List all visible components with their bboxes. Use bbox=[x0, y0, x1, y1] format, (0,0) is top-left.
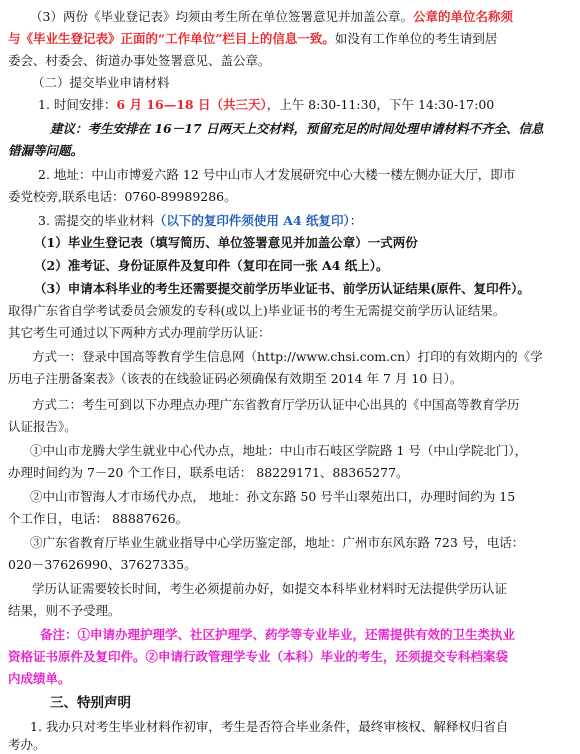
material-item-3: （3）申请本科毕业的考生还需要提交前学历毕业证书、前学历认证结果(原件、复印件）。 bbox=[34, 281, 530, 296]
remark-line-3: 内成绩单。 bbox=[8, 671, 71, 686]
advice-line-2: 错漏等问题。 bbox=[8, 143, 84, 158]
cert-note-line-1: 学历认证需要较长时间，考生必须提前办好，如提交本科毕业材料时无法提供学历认证 bbox=[32, 581, 508, 596]
office-3-line-1: ③广东省教育厅毕业生就业指导中心学历鉴定部，地址：广州市东风东路 723 号，电话： bbox=[30, 535, 525, 550]
way-one-line-1: 方式一：登录中国高等教育学生信息网（http://www.chsi.com.cn）打印的有效期内的《学 bbox=[32, 349, 543, 364]
office-2-line-1: ②中山市智海人才市场代办点， 地址：孙文东路 50 号半山翠苑出口，办理时间约为 15 bbox=[30, 489, 516, 504]
advice-line-1: 建议：考生安排在 16－17 日两天上交材料，预留充足的时间处理申请材料不齐全、信息 bbox=[50, 121, 544, 136]
address-line-1: 2. 地址：中山市博爱六路 12 号中山市人才发展研究中心大楼一楼左侧办证大厅，即市 bbox=[38, 167, 516, 182]
declaration-line-1: 1. 我办只对考生毕业材料作初审，考生是否符合毕业条件，最终审核权、解释权归省自 bbox=[30, 719, 509, 734]
cert-note-line-2: 结果，则不予受理。 bbox=[8, 603, 121, 618]
remark-line-2: 资格证书原件及复印件。②申请行政管理学专业（本科）毕业的考生，还须提交专科档案袋 bbox=[8, 649, 509, 664]
remark-line-1: 备注：①申请办理护理学、社区护理学、药学等专业毕业，还需提供有效的卫生类执业 bbox=[40, 627, 516, 642]
prev-cert-line-1: 取得广东省自学考试委员会颁发的专科(或以上)毕业证书的考生无需提交前学历认证结果。 bbox=[8, 303, 506, 318]
materials-heading: 3. 需提交的毕业材料（以下的复印件须使用 A4 纸复印）： bbox=[38, 213, 363, 228]
declaration-line-2: 考办。 bbox=[8, 737, 46, 752]
office-1-line-2: 办理时间约为 7－20 个工作日，联系电话： 88229171、88365277。 bbox=[8, 465, 409, 480]
office-2-line-2: 个工作日，电话： 88887626。 bbox=[8, 511, 189, 526]
para-seal-line-1: （3）两份《毕业登记表》均须由考生所在单位签署意见并加盖公章。公章的单位名称须 bbox=[30, 9, 513, 24]
section-two-heading: （二）提交毕业申请材料 bbox=[32, 75, 170, 90]
para-seal-line-3: 委会、村委会、街道办事处签署意见、盖公章。 bbox=[8, 53, 271, 68]
material-item-2: （2）准考证、身份证原件及复印件（复印在同一张 A4 纸上）。 bbox=[34, 258, 389, 273]
way-two-line-2: 认证报告》。 bbox=[8, 419, 77, 434]
way-two-line-1: 方式二：考生可到以下办理点办理广东省教育厅学历认证中心出具的《中国高等教育学历 bbox=[32, 397, 520, 412]
way-one-line-2: 历电子注册备案表》（该表的在线验证码必须确保有效期至 2014 年 7 月 10 日）。 bbox=[8, 371, 463, 386]
address-line-2: 委党校旁,联系电话：0760-89989286。 bbox=[8, 189, 237, 204]
section-three-heading: 三、特别声明 bbox=[50, 695, 131, 711]
para-seal-line-2: 与《毕业生登记表》正面的“工作单位”栏目上的信息一致。如没有工作单位的考生请到居 bbox=[8, 31, 498, 46]
office-1-line-1: ①中山市龙腾大学生就业中心代办点，地址：中山市石岐区学院路 1 号（中山学院北门）， bbox=[30, 443, 528, 458]
time-arrangement: 1. 时间安排：6 月 16—18 日（共三天），上午 8:30-11:30，下午 14:30-17:00 bbox=[38, 97, 495, 112]
prev-cert-line-2: 其它考生可通过以下两种方式办理前学历认证： bbox=[8, 325, 271, 340]
office-3-line-2: 020－37626990、37627335。 bbox=[8, 557, 197, 572]
material-item-1: （1）毕业生登记表（填写简历、单位签署意见并加盖公章）一式两份 bbox=[34, 235, 418, 250]
